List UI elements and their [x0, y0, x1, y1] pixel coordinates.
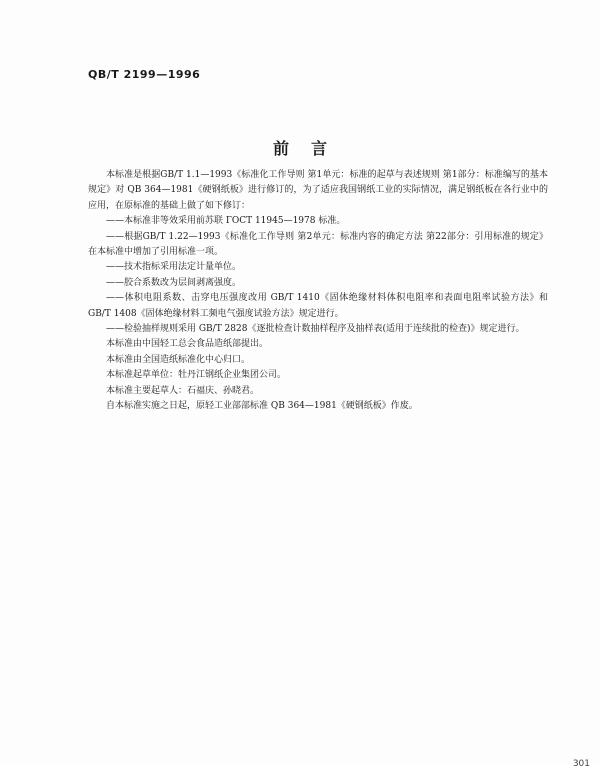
paragraph-drafters: 本标准主要起草人：石福庆、孙晓君。: [106, 385, 260, 396]
page-title: 前言: [272, 139, 349, 158]
paragraph-peel-strength: ——胶合系数改为层间剥离强度。: [106, 277, 242, 288]
standard-code: QB/T 2199—1996: [88, 68, 201, 81]
foreword-body: [88, 168, 548, 415]
paragraph-sampling-rules: ——检验抽样规则采用 GB/T 2828《逐批检查计数抽样程序及抽样表(适用于连续批的检查)》规定进行。: [106, 324, 525, 335]
page-number: 301: [572, 759, 590, 769]
paragraph-legal-units: ——技术指标采用法定计量单位。: [106, 262, 242, 273]
paragraph-drafting-unit: 本标准起草单位：牡丹江钢纸企业集团公司。: [106, 370, 287, 381]
paragraph-revision-basis: 本标准是根据GB/T 1.1—1993《标准化工作导则 第1单元：标准的起草与表述规则 第1部分：标准编写的基本规定》对 QB 364—1981《硬钢纸板》进行修订的，为了适应我国钢纸工业的实际情况，满足钢纸板在各行业中的应用，在原标准的基础上做了如下修订：: [88, 170, 548, 211]
paragraph-technical-committee: 本标准由全国造纸标准化中心归口。: [106, 354, 251, 365]
paragraph-gost-adoption: ——本标准非等效采用前苏联 ГОСТ 11945—1978 标准。: [106, 216, 346, 227]
paragraph-test-methods: ——体积电阻系数、击穿电压强度改用 GB/T 1410《固体绝缘材料体积电阻率和表面电阻率试验方法》和 GB/T 1408《固体绝缘材料工频电气强度试验方法》规定进行。: [88, 293, 548, 319]
paragraph-referenced-standards: ——根据GB/T 1.22—1993《标准化工作导则 第2单元：标准内容的确定方法 第22部分：引用标准的规定》在本标准中增加了引用标准一项。: [88, 231, 548, 258]
paragraph-supersedes: 自本标准实施之日起，原轻工业部部标准 QB 364—1981《硬钢纸板》作废。: [106, 401, 418, 412]
paragraph-proposer: 本标准由中国轻工总会食品造纸部提出。: [106, 339, 269, 350]
